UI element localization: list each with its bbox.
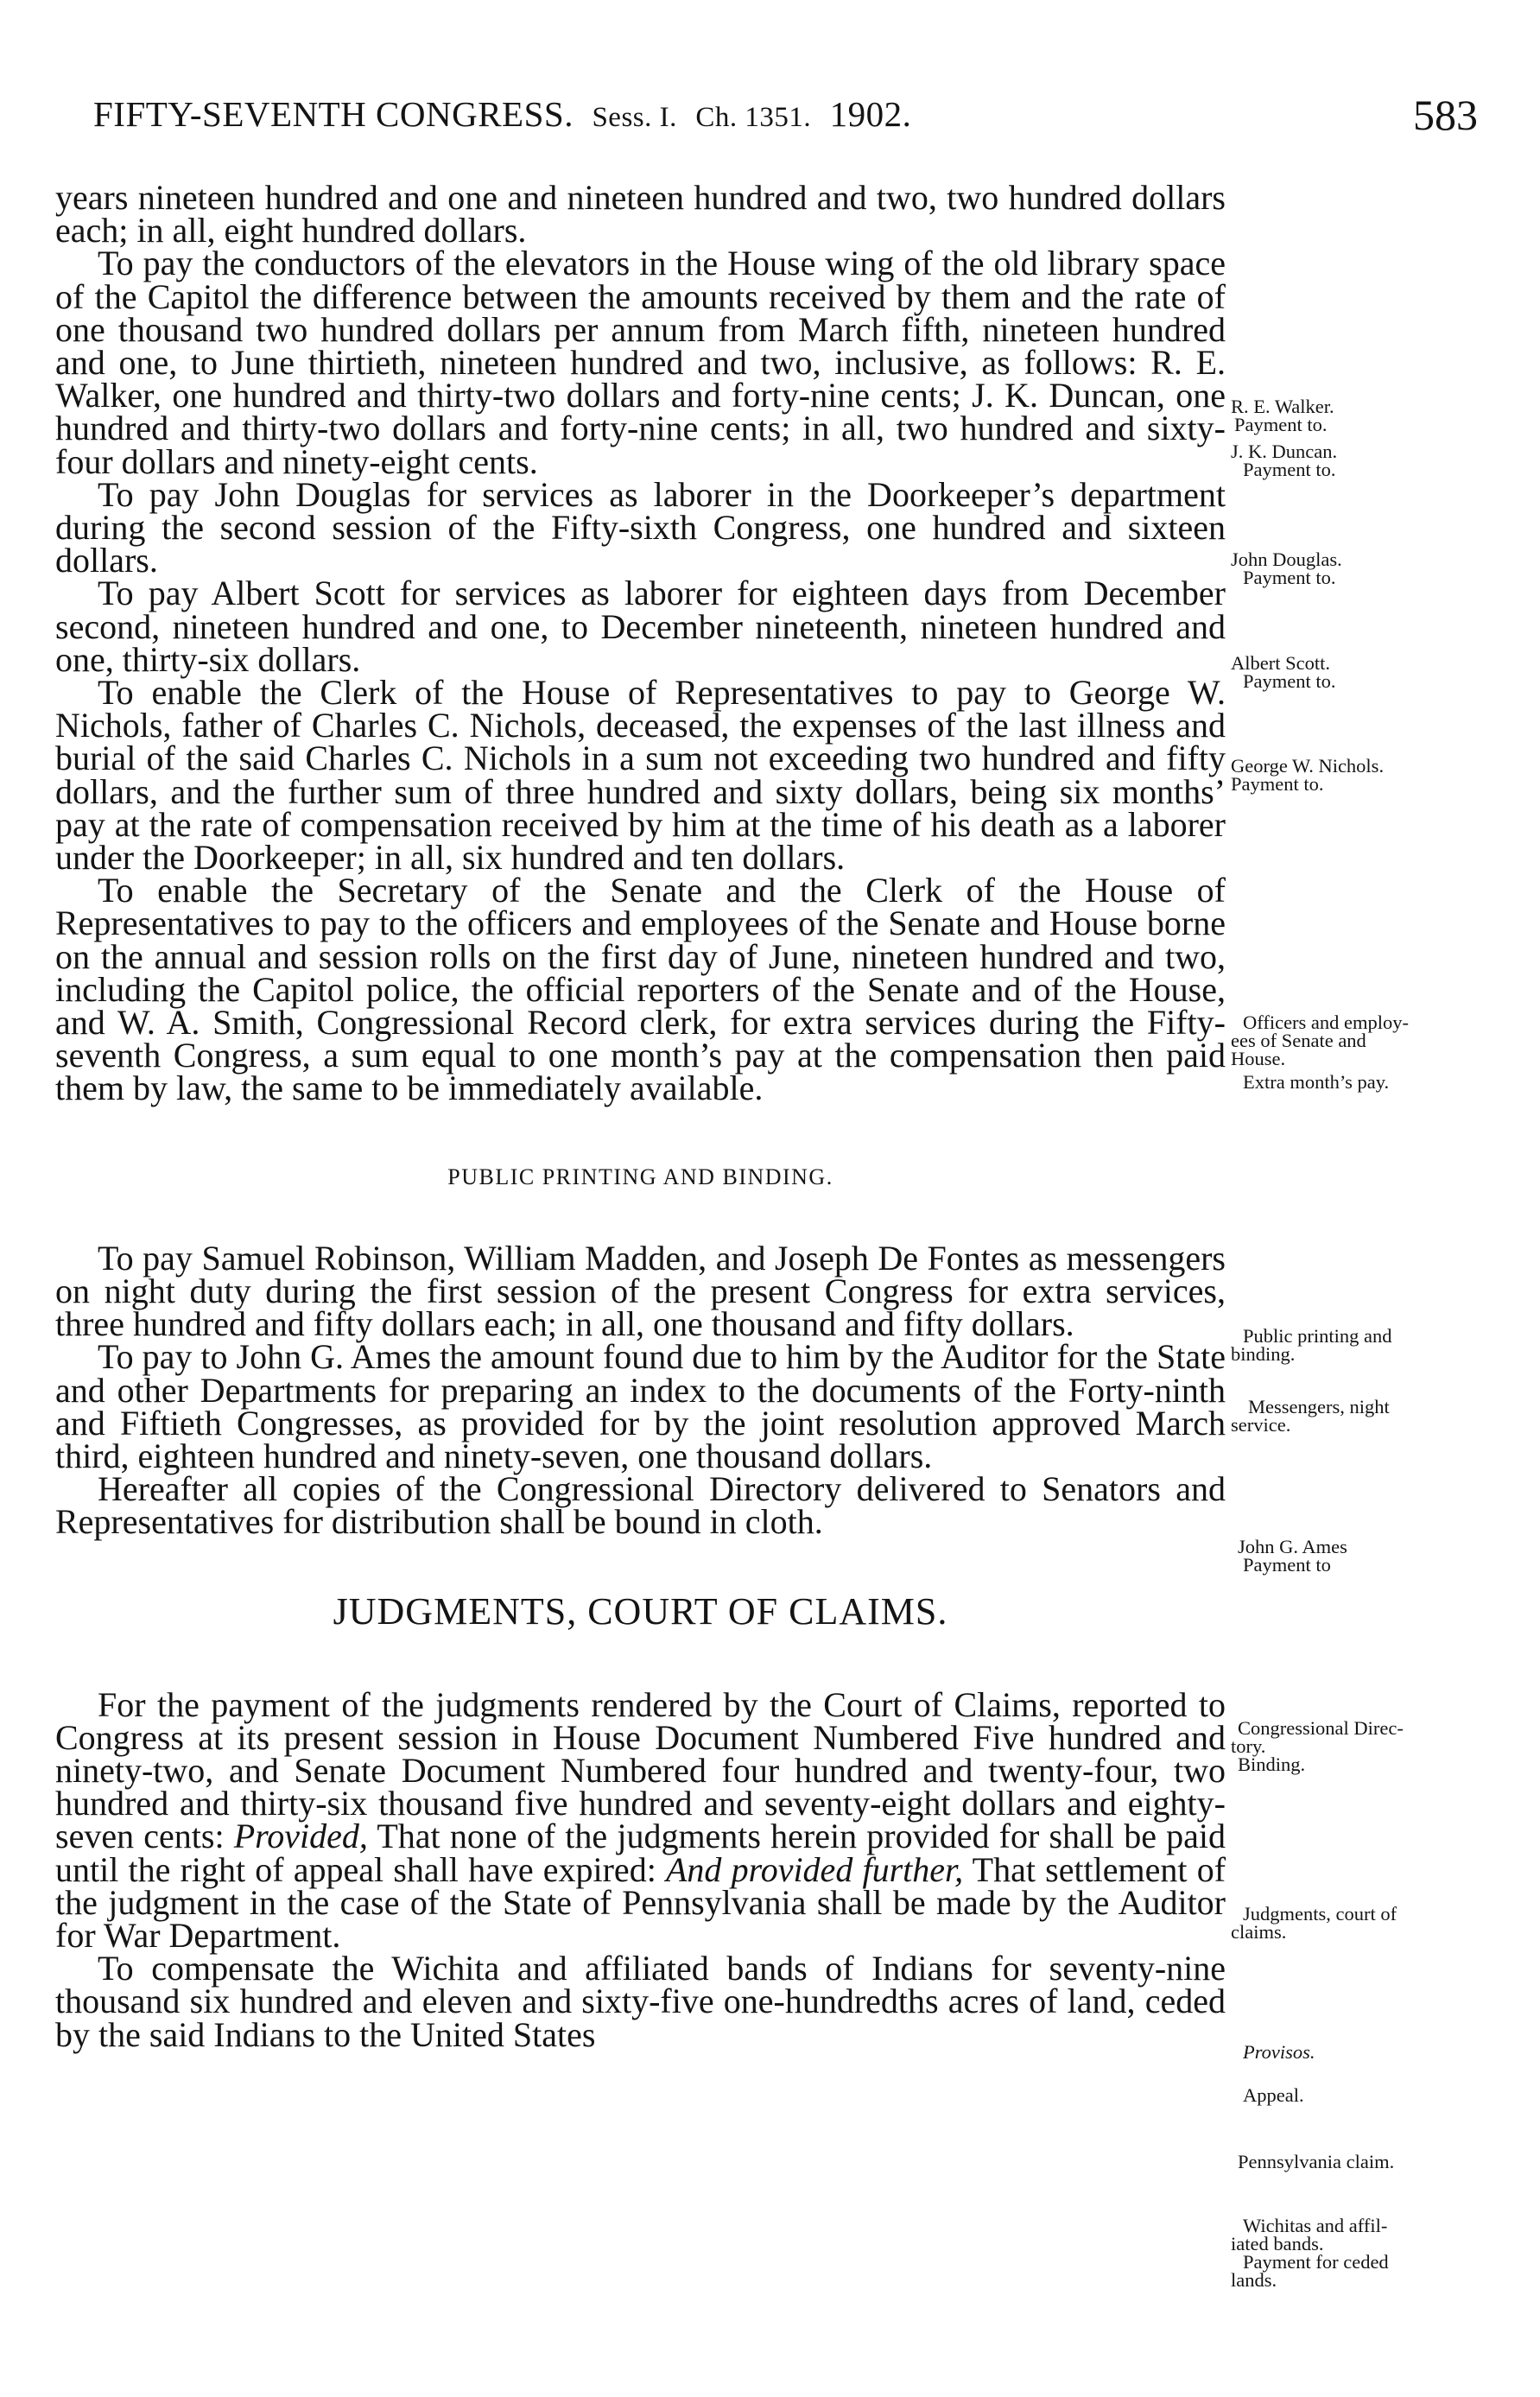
paragraph-extra-month-pay: To enable the Secretary of the Senate and the Clerk of the House of Representatives to pay to the officers and employees of the Senate and House borne on the annual and session rolls on the first day of June, nineteen hundred and two, including the Capitol police, the official reporters of the Senate and of the House, and W. A. Smith, Congressional Record clerk, for extra services during the Fifty-seventh Congress, a sum equal to one month’s pay at the compensation then paid them by law, the same to be immediately available.: [55, 871, 1226, 1108]
margin-note-messengers: Messengers, night service.: [1231, 1396, 1390, 1436]
margin-note-ames: John G. Ames Payment to: [1238, 1536, 1347, 1576]
session-label: Sess. I.: [592, 102, 677, 133]
section-heading-judgments: JUDGMENTS, COURT OF CLAIMS.: [333, 1589, 948, 1633]
margin-note-provisos: Provisos.: [1243, 2041, 1315, 2063]
paragraph-continued: years nineteen hundred and one and nineteen hundred and two, two hundred dollars each; in all, eight hundred dollars.: [55, 178, 1226, 250]
paragraph-john-douglas: To pay John Douglas for services as laborer in the Doorkeeper’s department during the second session of the Fifty-sixth Congress, one hundred and sixteen dollars.: [55, 474, 1226, 580]
body-text: [55, 178, 1226, 2054]
margin-note-duncan: J. K. Duncan. Payment to.: [1231, 441, 1338, 480]
paragraph-congressional-directory: Hereafter all copies of the Congressional Directory delivered to Senators and Representatives for distribution shall be bound in cloth.: [55, 1469, 1226, 1542]
paragraph-messengers: To pay Samuel Robinson, William Madden, and Joseph De Fontes as messengers on night duty during the first session of the present Congress for extra services, three hundred and fifty dollars each; in all, one thousand and fifty dollars.: [55, 1238, 1226, 1344]
paragraph-albert-scott: To pay Albert Scott for services as laborer for eighteen days from December second, nineteen hundred and one, to December nineteenth, nineteen hundred and one, thirty-six dollars.: [55, 574, 1226, 679]
page-number: 583: [1413, 91, 1478, 139]
paragraph-judgments: [55, 1684, 1226, 1955]
paragraph-elevator-conductors: To pay the conductors of the elevators in the House wing of the old library space of the Capitol the difference between the amounts received by them and the rate of one thousand two hundred dollars per annum from March fifth, nineteen hundred and one, to June thirtieth, nineteen hundred and two, inclusive, as follows: R. E. Walker, one hundred and thirty-two dollars and forty-nine cents; J. K. Duncan, one hundred and thirty-two dollars and forty-nine cents; in all, two hundred and sixty-four dollars and ninety-eight cents.: [55, 244, 1226, 481]
margin-note-douglas: John Douglas. Payment to.: [1231, 549, 1342, 588]
margin-note-officers: Officers and employ- ees of Senate and House. Extra month’s pay.: [1231, 1011, 1410, 1093]
paragraph-wichita-bands: To compensate the Wichita and affiliated bands of Indians for seventy-nine thousand six hundred and eleven and sixty-five one-hundredths acres of land, ceded by the said Indians to the United States: [55, 1949, 1226, 2054]
year-label: 1902.: [829, 94, 912, 134]
margin-note-congressional-directory: Congressional Direc- tory. Binding.: [1231, 1717, 1404, 1775]
provided-further-italic: And provided further,: [666, 1849, 964, 1889]
margin-note-scott: Albert Scott. Payment to.: [1231, 652, 1336, 692]
paragraph-john-ames: To pay to John G. Ames the amount found due to him by the Auditor for the State and other Departments for preparing an index to the documents of the Forty-ninth and Fiftieth Congresses, as provided for by the joint resolution approved March third, eighteen hundred and ninety-seven, one thousand dollars.: [55, 1337, 1226, 1475]
chapter-label: Ch. 1351.: [695, 102, 812, 133]
margin-note-nichols: George W. Nichols. Payment to.: [1231, 755, 1385, 795]
margin-note-appeal: Appeal.: [1243, 2084, 1304, 2106]
provided-italic: Provided,: [233, 1817, 368, 1856]
judgments-text-e: That settlement of the judgment in the case of the State of Pennsylvania shall be made by the Auditor for War Department.: [55, 1849, 1226, 1955]
margin-note-wichitas: Wichitas and affil- iated bands. Payment for ceded lands.: [1231, 2215, 1389, 2291]
section-heading-public-printing: PUBLIC PRINTING AND BINDING.: [447, 1164, 833, 1189]
paragraph-george-nichols: To enable the Clerk of the House of Representatives to pay to George W. Nichols, father of Charles C. Nichols, deceased, the expenses of the last illness and burial of the said Charles C. Nichols in a sum not exceeding two hundred and fifty dollars, and the further sum of three hundred and sixty dollars, being six months’ pay at the rate of compensation received by him at the time of his death as a laborer under the Doorkeeper; in all, six hundred and ten dollars.: [55, 673, 1226, 878]
margin-note-walker: R. E. Walker. Payment to.: [1231, 396, 1334, 435]
congress-title: FIFTY-SEVENTH CONGRESS.: [93, 94, 574, 134]
page-header: [0, 93, 1540, 145]
margin-note-public-printing: Public printing and binding.: [1231, 1325, 1392, 1365]
margin-note-judgments: Judgments, court of claims.: [1231, 1903, 1397, 1943]
judgments-text-c: That none of the judgments herein provided for shall be paid until the right of appeal shall have expired:: [55, 1817, 1226, 1889]
running-head: [93, 93, 911, 135]
judgments-text-a: For the payment of the judgments rendered by the Court of Claims, reported to Congress at its present session in House Document Numbered Five hundred and ninety-two, and Senate Document Numbered four hundred and twenty-four, two hundred and thirty-six thousand five hundred and seventy-eight dollars and eighty-seven cents:: [55, 1684, 1226, 1856]
margin-note-pennsylvania: Pennsylvania claim.: [1238, 2151, 1395, 2172]
